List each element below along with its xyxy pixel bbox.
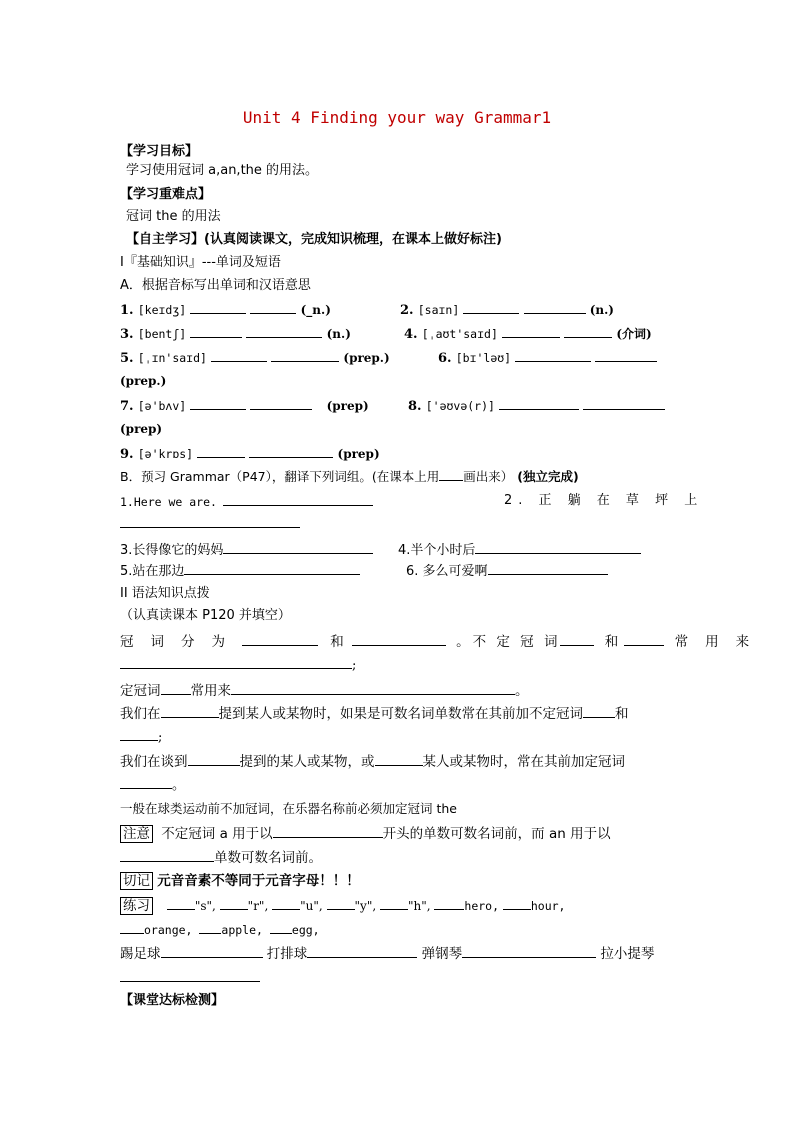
vocab-item-3: 3. [bentʃ] (n.) — [120, 324, 351, 344]
vocab-item-7: 7. [ə'bʌv] (prep) — [120, 396, 369, 416]
grammar-line-3-cont: ; — [120, 727, 162, 747]
vocab-item-6-pos: (prep.) — [120, 374, 167, 388]
grammar-line-2: 定冠词 常用来 。 — [120, 683, 529, 699]
sports-line: 踢足球 打排球 弹钢琴 拉小提琴 — [120, 946, 655, 962]
vocab-item-9: 9. [ə'krɒs] (prep) — [120, 444, 380, 464]
grammar-line-4: 我们在谈到 提到的某人或某物，或 某人或某物时，常在其前加定冠词 — [120, 754, 625, 770]
key-heading: 【学习重难点】 — [120, 187, 212, 202]
practice-box: 练习 — [120, 897, 153, 915]
key-text: 冠词 the 的用法 — [126, 209, 221, 224]
practice-line: 练习 "s", "r", "u", "y", "h", hero, hour, — [120, 896, 565, 915]
vocab-item-6: 6. [bɪ'ləʊ] — [438, 348, 657, 368]
vocab-item-5: 5. [ˌɪn'saɪd] (prep.) — [120, 348, 390, 368]
check-heading: 【课堂达标检测】 — [120, 993, 225, 1008]
grammar-line-1: 冠 词 分 为 和 。不 定 冠 词 和 常 用 来 — [120, 634, 750, 650]
vocab-item-2: 2. [saɪn] (n.) — [400, 300, 614, 320]
grammar-heading: II 语法知识点拨 — [120, 586, 210, 601]
remember-line: 切记 元音音素不等同于元音字母！！！ — [120, 872, 360, 890]
self-study-heading: 【自主学习】(认真阅读课文，完成知识梳理，在课本上做好标注) — [126, 232, 502, 247]
phrase-2: 2. 正 躺 在 草 坪 上 — [504, 493, 704, 508]
phrase-5: 5.站在那边 — [120, 561, 360, 581]
grammar-line-3: 我们在 提到某人或某物时，如果是可数名词单数常在其前加不定冠词 和 — [120, 706, 629, 722]
part-b-instruction: B．预习 Grammar（P47），翻译下列词组。(在课本上用 画出来） (独立完成) — [120, 469, 579, 484]
phrase-6: 6. 多么可爱啊 — [406, 561, 608, 581]
grammar-note: （认真读课本 P120 并填空） — [120, 608, 291, 623]
vocab-item-8-pos: (prep) — [120, 422, 163, 436]
vocab-item-8: 8. ['əʊvə(r)] — [408, 396, 665, 416]
remember-box: 切记 — [120, 872, 153, 890]
basics-heading: I『基础知识』---单词及短语 — [120, 255, 281, 270]
note-box: 注意 — [120, 825, 153, 843]
phrase-2-answer — [120, 514, 300, 534]
note-line-cont: 单数可数名词前。 — [120, 848, 322, 867]
grammar-line-5: 一般在球类运动前不加冠词，在乐器名称前必须加定冠词 the — [120, 801, 457, 816]
goal-text: 学习使用冠词 a,an,the 的用法。 — [126, 163, 319, 178]
goal-heading: 【学习目标】 — [120, 144, 199, 159]
sports-line-cont — [120, 968, 260, 988]
grammar-line-1-cont: ; — [120, 655, 356, 675]
phrase-1: 1.Here we are. — [120, 492, 373, 511]
phrase-3: 3.长得像它的妈妈 — [120, 540, 373, 560]
part-a-instruction: A．根据音标写出单词和汉语意思 — [120, 278, 311, 293]
vocab-item-1: 1. [keɪdʒ] (_n.) — [120, 300, 331, 320]
grammar-line-4-cont: 。 — [120, 775, 185, 795]
practice-line-2: orange, apple, egg, — [120, 920, 320, 939]
page-title: Unit 4 Finding your way Grammar1 — [242, 108, 552, 127]
vocab-item-4: 4. [ˌaʊt'saɪd] (介词) — [404, 324, 652, 344]
phrase-4: 4.半个小时后 — [398, 540, 641, 560]
note-line: 注意 不定冠词 a 用于以 开头的单数可数名词前，而 an 用于以 — [120, 824, 611, 843]
